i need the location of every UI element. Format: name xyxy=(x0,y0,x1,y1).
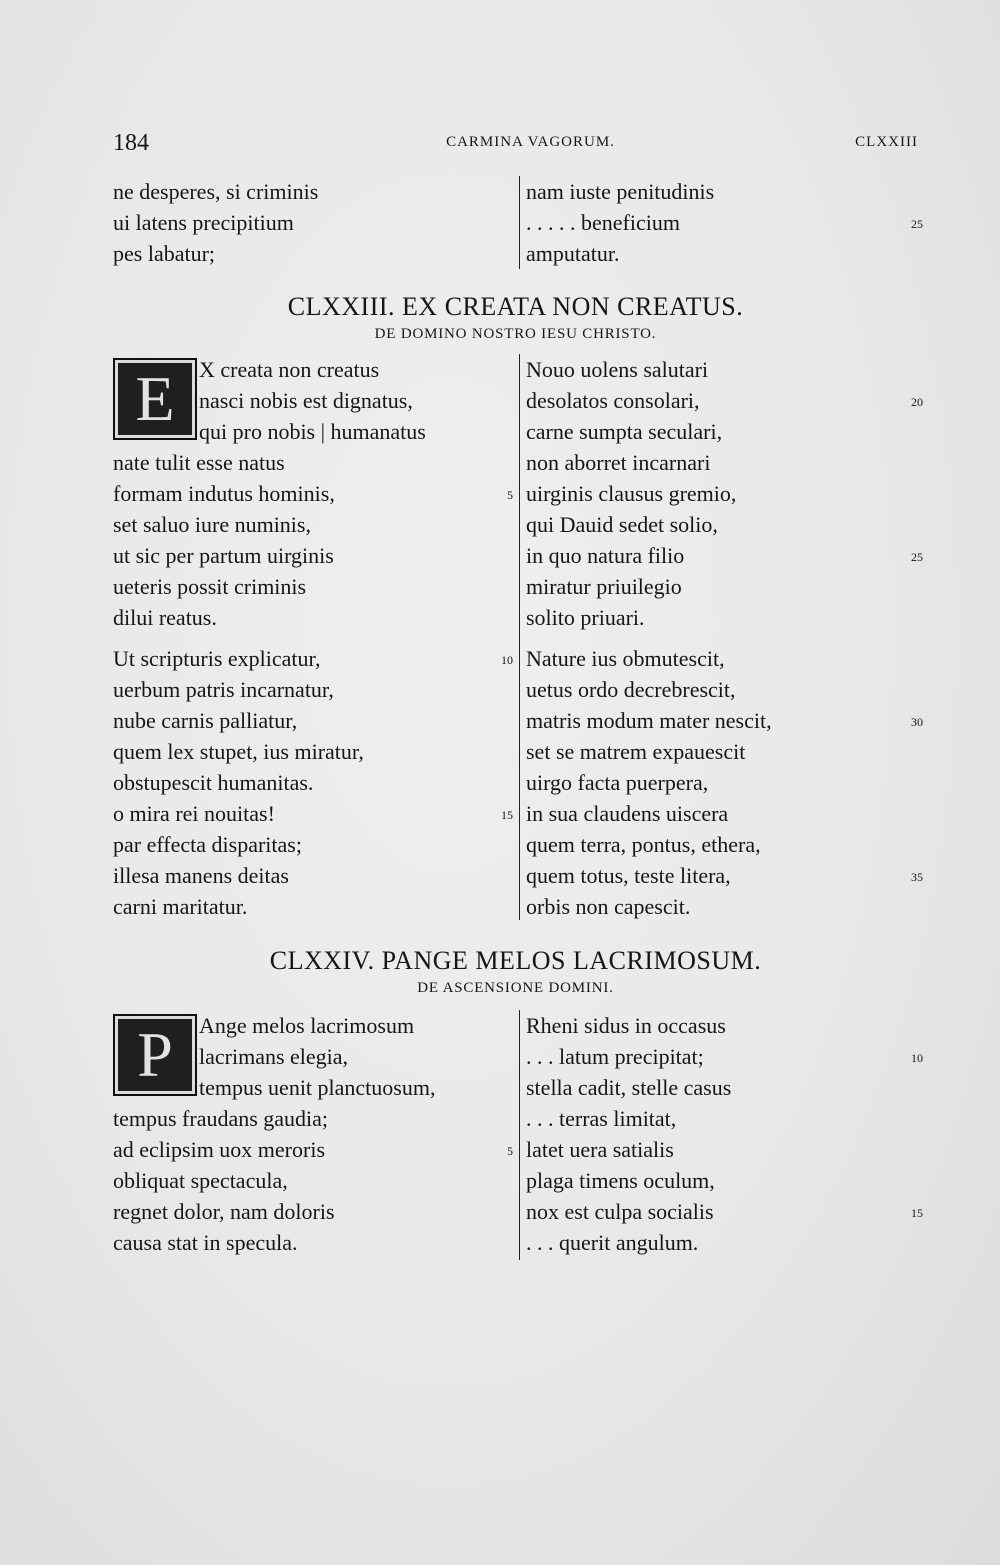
poem-subtitle-174: DE ASCENSIONE DOMINI. xyxy=(417,980,614,996)
verse-line xyxy=(113,478,513,509)
verse-line xyxy=(526,1165,925,1196)
verse-text: regnet dolor, nam doloris xyxy=(113,1199,335,1224)
verse-text: o mira rei nouitas! xyxy=(113,801,275,826)
verse-line xyxy=(526,643,925,674)
page-number: 184 xyxy=(113,130,149,156)
verse-text: quem totus, teste litera, xyxy=(526,863,731,888)
verse-line xyxy=(526,1196,925,1227)
verse-text: ut sic per partum uirginis xyxy=(113,543,334,568)
verse-line xyxy=(526,829,925,860)
verse-line xyxy=(526,705,925,736)
verse-text: . . . . . beneficium xyxy=(526,210,680,235)
verse-line xyxy=(113,891,513,922)
verse-text: nam iuste penitudinis xyxy=(526,179,715,204)
verse-text: X creata non creatus xyxy=(199,357,380,382)
verse-text: solito priuari. xyxy=(526,605,645,630)
poem-174-body xyxy=(113,1010,923,1260)
verse-text: desolatos consolari, xyxy=(526,388,700,413)
right-column xyxy=(519,1010,925,1260)
verse-text: dilui reatus. xyxy=(113,605,217,630)
verse-text: obliquat spectacula, xyxy=(113,1168,288,1193)
line-number: 20 xyxy=(911,395,923,409)
verse-line xyxy=(526,1103,925,1134)
verse-text: orbis non capescit. xyxy=(526,894,691,919)
verse-line xyxy=(526,602,925,633)
verse-text: nox est culpa socialis xyxy=(526,1199,714,1224)
verse-line xyxy=(526,447,925,478)
verse-text: amputatur. xyxy=(526,241,620,266)
verse-text: miratur priuilegio xyxy=(526,574,682,599)
verse-text: causa stat in specula. xyxy=(113,1230,298,1255)
line-number: 25 xyxy=(911,217,923,231)
verse-line xyxy=(526,478,925,509)
verse-line xyxy=(113,509,513,540)
line-number: 35 xyxy=(911,870,923,884)
verse-line xyxy=(113,1196,513,1227)
verse-line xyxy=(526,736,925,767)
verse-text: qui Dauid sedet solio, xyxy=(526,512,718,537)
verse-line xyxy=(526,1010,925,1041)
verse-text: Rheni sidus in occasus xyxy=(526,1013,726,1038)
poem-subtitle-173: DE DOMINO NOSTRO IESU CHRISTO. xyxy=(374,326,657,342)
verse-line xyxy=(526,767,925,798)
line-number: 10 xyxy=(911,1051,923,1065)
verse-line xyxy=(113,207,513,238)
verse-line xyxy=(526,1134,925,1165)
verse-text: carni maritatur. xyxy=(113,894,248,919)
verse-text: uerbum patris incarnatur, xyxy=(113,677,334,702)
verse-line xyxy=(113,767,513,798)
verse-text: Nature ius obmutescit, xyxy=(526,646,725,671)
verse-line xyxy=(113,1103,513,1134)
verse-text: nube carnis palliatur, xyxy=(113,708,298,733)
verse-text: quem lex stupet, ius miratur, xyxy=(113,739,364,764)
verse-line xyxy=(526,674,925,705)
verse-text: tempus uenit planctuosum, xyxy=(199,1075,436,1100)
verse-text: qui pro nobis | humanatus xyxy=(199,419,426,444)
verse-text: Ut scripturis explicatur, xyxy=(113,646,321,671)
drop-cap-initial: E xyxy=(113,358,197,440)
verse-line xyxy=(113,705,513,736)
verse-line xyxy=(526,891,925,922)
verse-line xyxy=(113,798,513,829)
verse-line xyxy=(113,1227,513,1258)
line-number: 15 xyxy=(501,808,513,822)
right-column xyxy=(519,354,925,920)
verse-line xyxy=(526,1227,925,1258)
verse-line xyxy=(526,207,925,238)
verse-line xyxy=(526,540,925,571)
verse-line xyxy=(526,1072,925,1103)
verse-text: lacrimans elegia, xyxy=(199,1044,349,1069)
verse-text: obstupescit humanitas. xyxy=(113,770,314,795)
verse-line xyxy=(113,238,513,269)
verse-text: ueteris possit criminis xyxy=(113,574,307,599)
verse-text: par effecta disparitas; xyxy=(113,832,302,857)
verse-text: pes labatur; xyxy=(113,241,216,266)
verse-line xyxy=(113,829,513,860)
verse-line xyxy=(526,798,925,829)
verse-text: ne desperes, si criminis xyxy=(113,179,319,204)
verse-line xyxy=(113,736,513,767)
verse-text: uirgo facta puerpera, xyxy=(526,770,709,795)
right-column xyxy=(519,176,925,269)
verse-line xyxy=(113,860,513,891)
verse-text: non aborret incarnari xyxy=(526,450,711,475)
verse-text: matris modum mater nescit, xyxy=(526,708,772,733)
line-number: 15 xyxy=(911,1206,923,1220)
verse-text: tempus fraudans gaudia; xyxy=(113,1106,329,1131)
verse-text: illesa manens deitas xyxy=(113,863,289,888)
verse-text: latet uera satialis xyxy=(526,1137,674,1162)
line-number: 10 xyxy=(501,653,513,667)
verse-text: nate tulit esse natus xyxy=(113,450,285,475)
verse-text: stella cadit, stelle casus xyxy=(526,1075,732,1100)
running-title: CARMINA VAGORUM. xyxy=(446,134,615,150)
verse-line xyxy=(113,1134,513,1165)
line-number: 5 xyxy=(507,1144,513,1158)
verse-line xyxy=(526,571,925,602)
chapter-reference: CLXXIII xyxy=(855,134,918,150)
verse-line xyxy=(526,238,925,269)
verse-text: quem terra, pontus, ethera, xyxy=(526,832,761,857)
verse-line xyxy=(526,509,925,540)
verse-text: ui latens precipitium xyxy=(113,210,294,235)
poem-title-174: CLXXIV. PANGE MELOS LACRIMOSUM. xyxy=(269,946,762,975)
verse-line xyxy=(526,354,925,385)
poem-title-173: CLXXIII. EX CREATA NON CREATUS. xyxy=(287,292,744,321)
verse-line xyxy=(526,176,925,207)
verse-text: nasci nobis est dignatus, xyxy=(199,388,413,413)
verse-text: in sua claudens uiscera xyxy=(526,801,729,826)
poem-173-body xyxy=(113,354,923,920)
verse-text: Ange melos lacrimosum xyxy=(199,1013,415,1038)
page-header xyxy=(113,130,918,160)
line-number: 5 xyxy=(507,488,513,502)
verse-text: plaga timens oculum, xyxy=(526,1168,715,1193)
verse-text: . . . latum precipitat; xyxy=(526,1044,704,1069)
verse-line xyxy=(113,674,513,705)
verse-line xyxy=(526,385,925,416)
verse-text: set saluo iure numinis, xyxy=(113,512,311,537)
verse-text: set se matrem expauescit xyxy=(526,739,746,764)
drop-cap-initial: P xyxy=(113,1014,197,1096)
verse-line xyxy=(113,643,513,674)
verse-text: formam indutus hominis, xyxy=(113,481,335,506)
line-number: 30 xyxy=(911,715,923,729)
verse-text: uirginis clausus gremio, xyxy=(526,481,737,506)
continued-verses xyxy=(113,176,923,272)
verse-text: carne sumpta seculari, xyxy=(526,419,723,444)
verse-text: . . . querit angulum. xyxy=(526,1230,699,1255)
verse-text: in quo natura filio xyxy=(526,543,685,568)
verse-line xyxy=(113,540,513,571)
verse-text: uetus ordo decrebrescit, xyxy=(526,677,736,702)
left-column xyxy=(113,176,513,269)
verse-text: . . . terras limitat, xyxy=(526,1106,677,1131)
verse-line xyxy=(113,1165,513,1196)
verse-line xyxy=(113,447,513,478)
verse-line xyxy=(113,571,513,602)
line-number: 25 xyxy=(911,550,923,564)
verse-text: Nouo uolens salutari xyxy=(526,357,709,382)
verse-line xyxy=(526,860,925,891)
verse-line xyxy=(113,602,513,633)
verse-line xyxy=(526,416,925,447)
verse-line xyxy=(526,1041,925,1072)
verse-text: ad eclipsim uox meroris xyxy=(113,1137,326,1162)
verse-line xyxy=(113,176,513,207)
